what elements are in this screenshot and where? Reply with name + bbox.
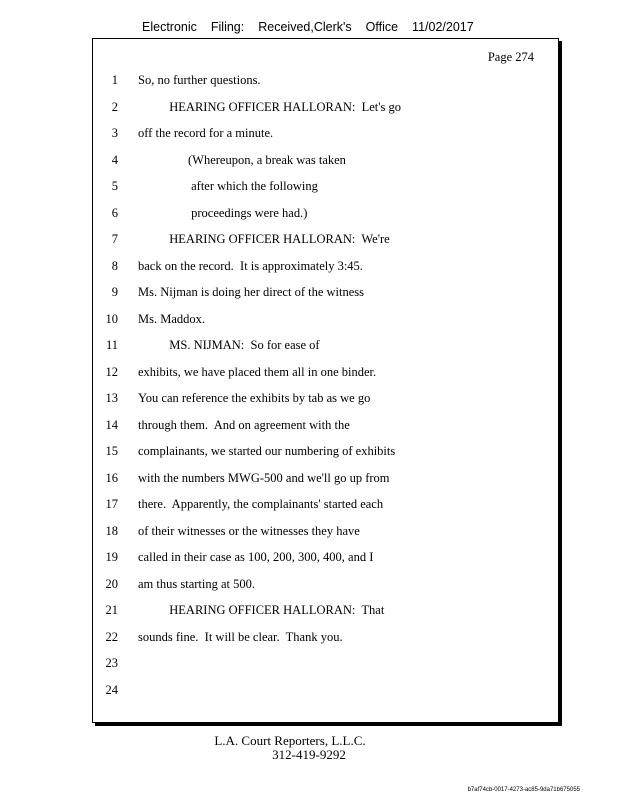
line-text: Ms. Nijman is doing her direct of the witness	[138, 285, 365, 299]
line-number: 12	[105, 364, 118, 379]
line-number: 9	[111, 285, 118, 299]
line-text: back on the record. It is approximately 3:45.	[138, 258, 363, 273]
line-text: off the record for a minute.	[138, 126, 274, 140]
line-number: 10	[105, 311, 118, 326]
line-number: 16	[105, 470, 118, 485]
filing-header-part4: Office	[365, 20, 399, 34]
line-text: there. Apparently, the complainants' started each	[138, 497, 384, 511]
line-text: So, no further questions.	[138, 73, 261, 87]
line-text: (Whereupon, a break was taken	[138, 152, 346, 167]
filing-header-part3: Received,Clerk's	[258, 20, 352, 34]
line-text: with the numbers MWG-500 and we'll go up from	[138, 470, 390, 485]
line-number: 11	[105, 338, 118, 352]
line-number: 20	[105, 576, 118, 591]
footer-phone: 312-419-9292	[272, 747, 346, 762]
line-number: 15	[105, 444, 118, 458]
line-text: exhibits, we have placed them all in one binder.	[138, 364, 377, 379]
line-text: HEARING OFFICER HALLORAN: That	[138, 603, 385, 617]
filing-header-part2: Filing:	[210, 20, 245, 34]
document-hash: b7af74cb-0017-4273-ac85-9da71b675055	[467, 787, 580, 793]
line-number: 7	[111, 232, 118, 246]
line-number: 17	[105, 497, 118, 511]
line-number: 2	[111, 99, 118, 114]
line-number: 3	[111, 126, 118, 140]
line-number: 22	[105, 629, 118, 644]
line-text: called in their case as 100, 200, 300, 400, and I	[138, 550, 374, 564]
page-number: Page 274	[487, 50, 534, 64]
line-number: 4	[111, 152, 118, 167]
line-text: HEARING OFFICER HALLORAN: We're	[138, 232, 390, 246]
line-text: HEARING OFFICER HALLORAN: Let's go	[138, 99, 402, 114]
line-number: 18	[105, 523, 118, 538]
line-number: 13	[105, 391, 118, 405]
footer-company: L.A. Court Reporters, L.L.C.	[214, 733, 366, 748]
line-text: Ms. Maddox.	[138, 311, 206, 326]
line-text: through them. And on agreement with the	[138, 417, 350, 432]
line-text: proceedings were had.)	[138, 205, 308, 220]
line-number: 21	[105, 603, 118, 617]
filing-header	[142, 20, 488, 34]
filing-date: 11/02/2017	[412, 20, 474, 34]
line-text: of their witnesses or the witnesses they have	[138, 523, 360, 538]
line-number: 24	[105, 682, 118, 697]
line-number: 5	[111, 179, 118, 193]
line-number: 8	[111, 258, 118, 273]
filing-header-part1: Electronic	[142, 20, 197, 34]
line-text: am thus starting at 500.	[138, 576, 255, 591]
line-number: 23	[105, 656, 118, 670]
line-text: sounds fine. It will be clear. Thank you.	[138, 629, 343, 644]
line-text: You can reference the exhibits by tab as we go	[138, 391, 371, 405]
line-text: after which the following	[138, 179, 318, 193]
line-number: 19	[105, 550, 118, 564]
line-number: 14	[105, 417, 118, 432]
line-text: complainants, we started our numbering of exhibits	[138, 444, 396, 458]
line-text: MS. NIJMAN: So for ease of	[138, 338, 320, 352]
line-number: 1	[111, 73, 118, 87]
line-number: 6	[111, 205, 118, 220]
